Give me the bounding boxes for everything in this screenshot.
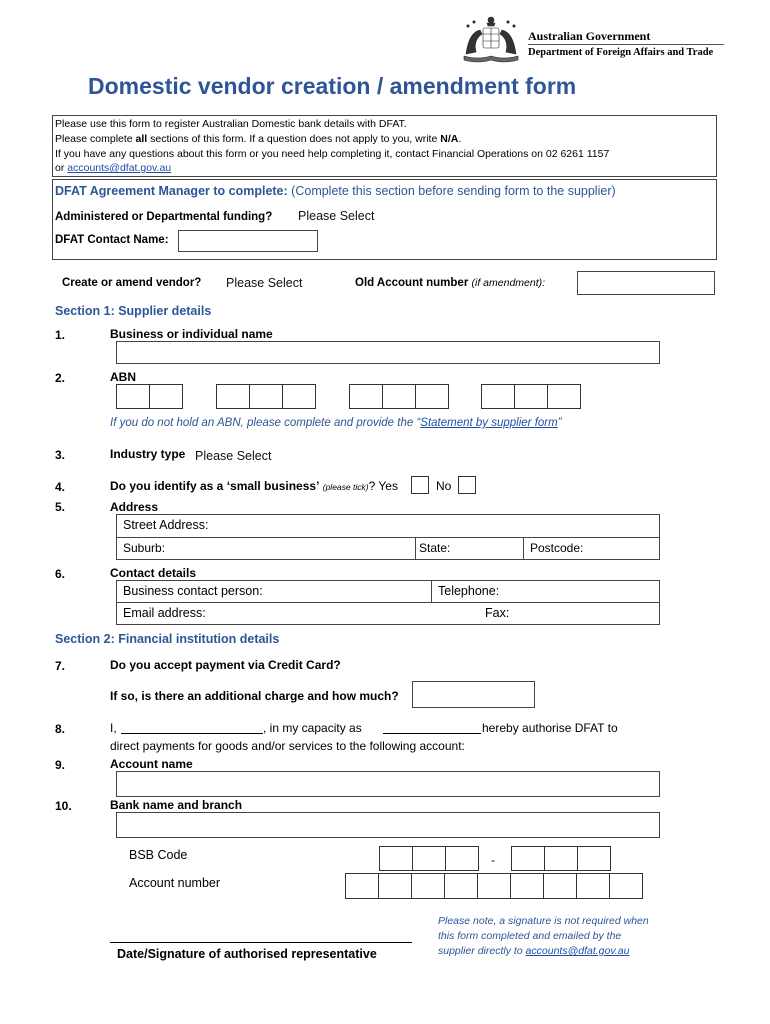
contact-name-input[interactable] xyxy=(178,230,318,252)
intro-line-2a: Please complete xyxy=(55,133,136,145)
q4-note: (please tick) xyxy=(322,482,369,492)
fax-field[interactable]: Fax: xyxy=(485,606,510,620)
no-label: No xyxy=(436,479,452,493)
capacity-line[interactable] xyxy=(383,733,481,734)
account-digit-cell[interactable] xyxy=(378,873,412,899)
bsb-digit-cell[interactable] xyxy=(577,846,611,871)
old-account-label-text: Old Account number xyxy=(355,277,469,289)
abn-digit-cell[interactable] xyxy=(415,384,449,409)
bsb-dash: - xyxy=(491,853,495,867)
q2-number: 2. xyxy=(55,371,66,385)
state-field[interactable]: State: xyxy=(419,541,451,555)
credit-card-charge-input[interactable] xyxy=(412,681,535,708)
suburb-field[interactable]: Suburb: xyxy=(123,541,166,555)
account-number-label: Account number xyxy=(129,876,221,890)
abn-digit-cell[interactable] xyxy=(116,384,150,409)
q4-number: 4. xyxy=(55,480,66,494)
telephone-field[interactable]: Telephone: xyxy=(438,584,500,598)
q5-label: Address xyxy=(110,500,159,514)
old-account-input[interactable] xyxy=(577,271,715,295)
account-digit-cell[interactable] xyxy=(609,873,643,899)
signature-line[interactable] xyxy=(110,942,412,943)
bsb-digit-cell[interactable] xyxy=(412,846,446,871)
no-checkbox[interactable] xyxy=(458,476,476,494)
bsb-label: BSB Code xyxy=(129,848,188,862)
intro-line-4 xyxy=(55,162,171,174)
bsb-digit-cell[interactable] xyxy=(379,846,413,871)
abn-note-text: If you do not hold an ABN, please complete and provide the “ xyxy=(110,417,421,429)
q6-label: Contact details xyxy=(110,566,197,580)
section-2-heading: Section 2: Financial institution details xyxy=(55,632,280,646)
abn-note xyxy=(110,417,562,429)
intro-line-2 xyxy=(55,133,461,145)
q7-number: 7. xyxy=(55,659,66,673)
abn-digit-cell[interactable] xyxy=(249,384,283,409)
account-name-input[interactable] xyxy=(116,771,660,797)
account-digit-cell[interactable] xyxy=(477,873,511,899)
industry-type-select[interactable]: Please Select xyxy=(195,449,272,463)
q6-number: 6. xyxy=(55,567,66,581)
q10-number: 10. xyxy=(55,799,72,813)
street-address-field[interactable]: Street Address: xyxy=(123,518,209,532)
q7-sub-label: If so, is there an additional charge and how much? xyxy=(110,689,399,703)
q8-text-a: I, xyxy=(110,721,117,735)
email-field[interactable]: Email address: xyxy=(123,606,206,620)
intro-email-link[interactable]: accounts@dfat.gov.au xyxy=(67,162,172,174)
q5-number: 5. xyxy=(55,500,66,514)
intro-line-2e: . xyxy=(458,133,462,145)
contact-person-field[interactable]: Business contact person: xyxy=(123,584,263,598)
abn-digit-cell[interactable] xyxy=(216,384,250,409)
signature-note-3-text: supplier directly to xyxy=(438,945,526,957)
abn-digit-cell[interactable] xyxy=(149,384,183,409)
account-digit-cell[interactable] xyxy=(411,873,445,899)
q3-number: 3. xyxy=(55,448,66,462)
yes-label: Yes xyxy=(378,479,398,493)
signature-note-3 xyxy=(438,945,629,957)
q4-label xyxy=(110,479,398,493)
government-name: Australian Government xyxy=(528,29,651,43)
q3-label: Industry type xyxy=(110,447,186,461)
agreement-heading-text: DFAT Agreement Manager to complete: xyxy=(55,184,288,198)
header-divider xyxy=(528,44,724,45)
postcode-field[interactable]: Postcode: xyxy=(530,541,584,555)
old-account-note: (if amendment): xyxy=(471,277,546,289)
account-digit-cell[interactable] xyxy=(576,873,610,899)
create-amend-select[interactable]: Please Select xyxy=(226,276,303,290)
business-name-input[interactable] xyxy=(116,341,660,364)
q8-number: 8. xyxy=(55,722,66,736)
q8-text-c: hereby authorise DFAT to xyxy=(482,721,618,735)
q4-label-text: Do you identify as a ‘small business’ xyxy=(110,479,320,493)
funding-label: Administered or Departmental funding? xyxy=(55,211,273,223)
q4-after: ? xyxy=(368,479,376,493)
agreement-heading xyxy=(55,184,616,198)
page-title: Domestic vendor creation / amendment form xyxy=(88,73,577,99)
abn-digit-cell[interactable] xyxy=(282,384,316,409)
q9-label: Account name xyxy=(110,757,193,771)
agreement-heading-note: (Complete this section before sending form to the supplier) xyxy=(291,184,616,198)
government-crest xyxy=(458,14,524,64)
intro-line-2c: sections of this form. If a question does not apply to you, write xyxy=(147,133,441,145)
abn-digit-cell[interactable] xyxy=(349,384,383,409)
bsb-digit-cell[interactable] xyxy=(544,846,578,871)
signature-note-email-link[interactable]: accounts@dfat.gov.au xyxy=(525,945,630,957)
bsb-digit-cell[interactable] xyxy=(445,846,479,871)
account-digit-cell[interactable] xyxy=(510,873,544,899)
account-digit-cell[interactable] xyxy=(444,873,478,899)
abn-digit-cell[interactable] xyxy=(481,384,515,409)
q2-label: ABN xyxy=(110,370,136,384)
address-divider xyxy=(116,537,660,538)
intro-line-4a: or xyxy=(55,162,68,174)
q9-number: 9. xyxy=(55,758,66,772)
yes-checkbox[interactable] xyxy=(411,476,429,494)
q1-label: Business or individual name xyxy=(110,327,273,341)
create-amend-label: Create or amend vendor? xyxy=(62,277,202,289)
funding-select[interactable]: Please Select xyxy=(298,209,375,223)
contact-name-label: DFAT Contact Name: xyxy=(55,234,169,246)
department-name: Department of Foreign Affairs and Trade xyxy=(528,47,714,58)
signature-note-2: this form completed and emailed by the xyxy=(438,930,622,942)
signature-note-1: Please note, a signature is not required when xyxy=(438,915,649,927)
intro-line-2b: all xyxy=(135,133,148,145)
authoriser-name-line[interactable] xyxy=(121,733,263,734)
q8-line-2: direct payments for goods and/or services to the following account: xyxy=(110,739,465,753)
account-digit-cell[interactable] xyxy=(543,873,577,899)
abn-note-end: ” xyxy=(557,417,562,429)
intro-line-3: If you have any questions about this form or you need help completing it, contact Financial Operations on 02 6261 1157 xyxy=(55,148,610,160)
q1-number: 1. xyxy=(55,328,66,342)
q8-text-b: , in my capacity as xyxy=(263,721,362,735)
old-account-label xyxy=(355,277,545,289)
signature-label: Date/Signature of authorised representative xyxy=(117,947,377,961)
account-digit-cell[interactable] xyxy=(345,873,379,899)
abn-digit-cell[interactable] xyxy=(514,384,548,409)
abn-digit-cell[interactable] xyxy=(382,384,416,409)
q7-label: Do you accept payment via Credit Card? xyxy=(110,658,341,672)
section-1-heading: Section 1: Supplier details xyxy=(55,304,212,318)
address-vdivider-1 xyxy=(415,537,416,560)
statement-by-supplier-link[interactable]: Statement by supplier form xyxy=(420,417,558,429)
bank-branch-input[interactable] xyxy=(116,812,660,838)
contact-divider xyxy=(116,602,660,603)
intro-line-2d: N/A xyxy=(440,133,459,145)
address-vdivider-2 xyxy=(523,537,524,560)
intro-line-1: Please use this form to register Australian Domestic bank details with DFAT. xyxy=(55,118,407,130)
bsb-digit-cell[interactable] xyxy=(511,846,545,871)
contact-vdivider xyxy=(431,580,432,602)
abn-digit-cell[interactable] xyxy=(547,384,581,409)
q10-label: Bank name and branch xyxy=(110,798,243,812)
